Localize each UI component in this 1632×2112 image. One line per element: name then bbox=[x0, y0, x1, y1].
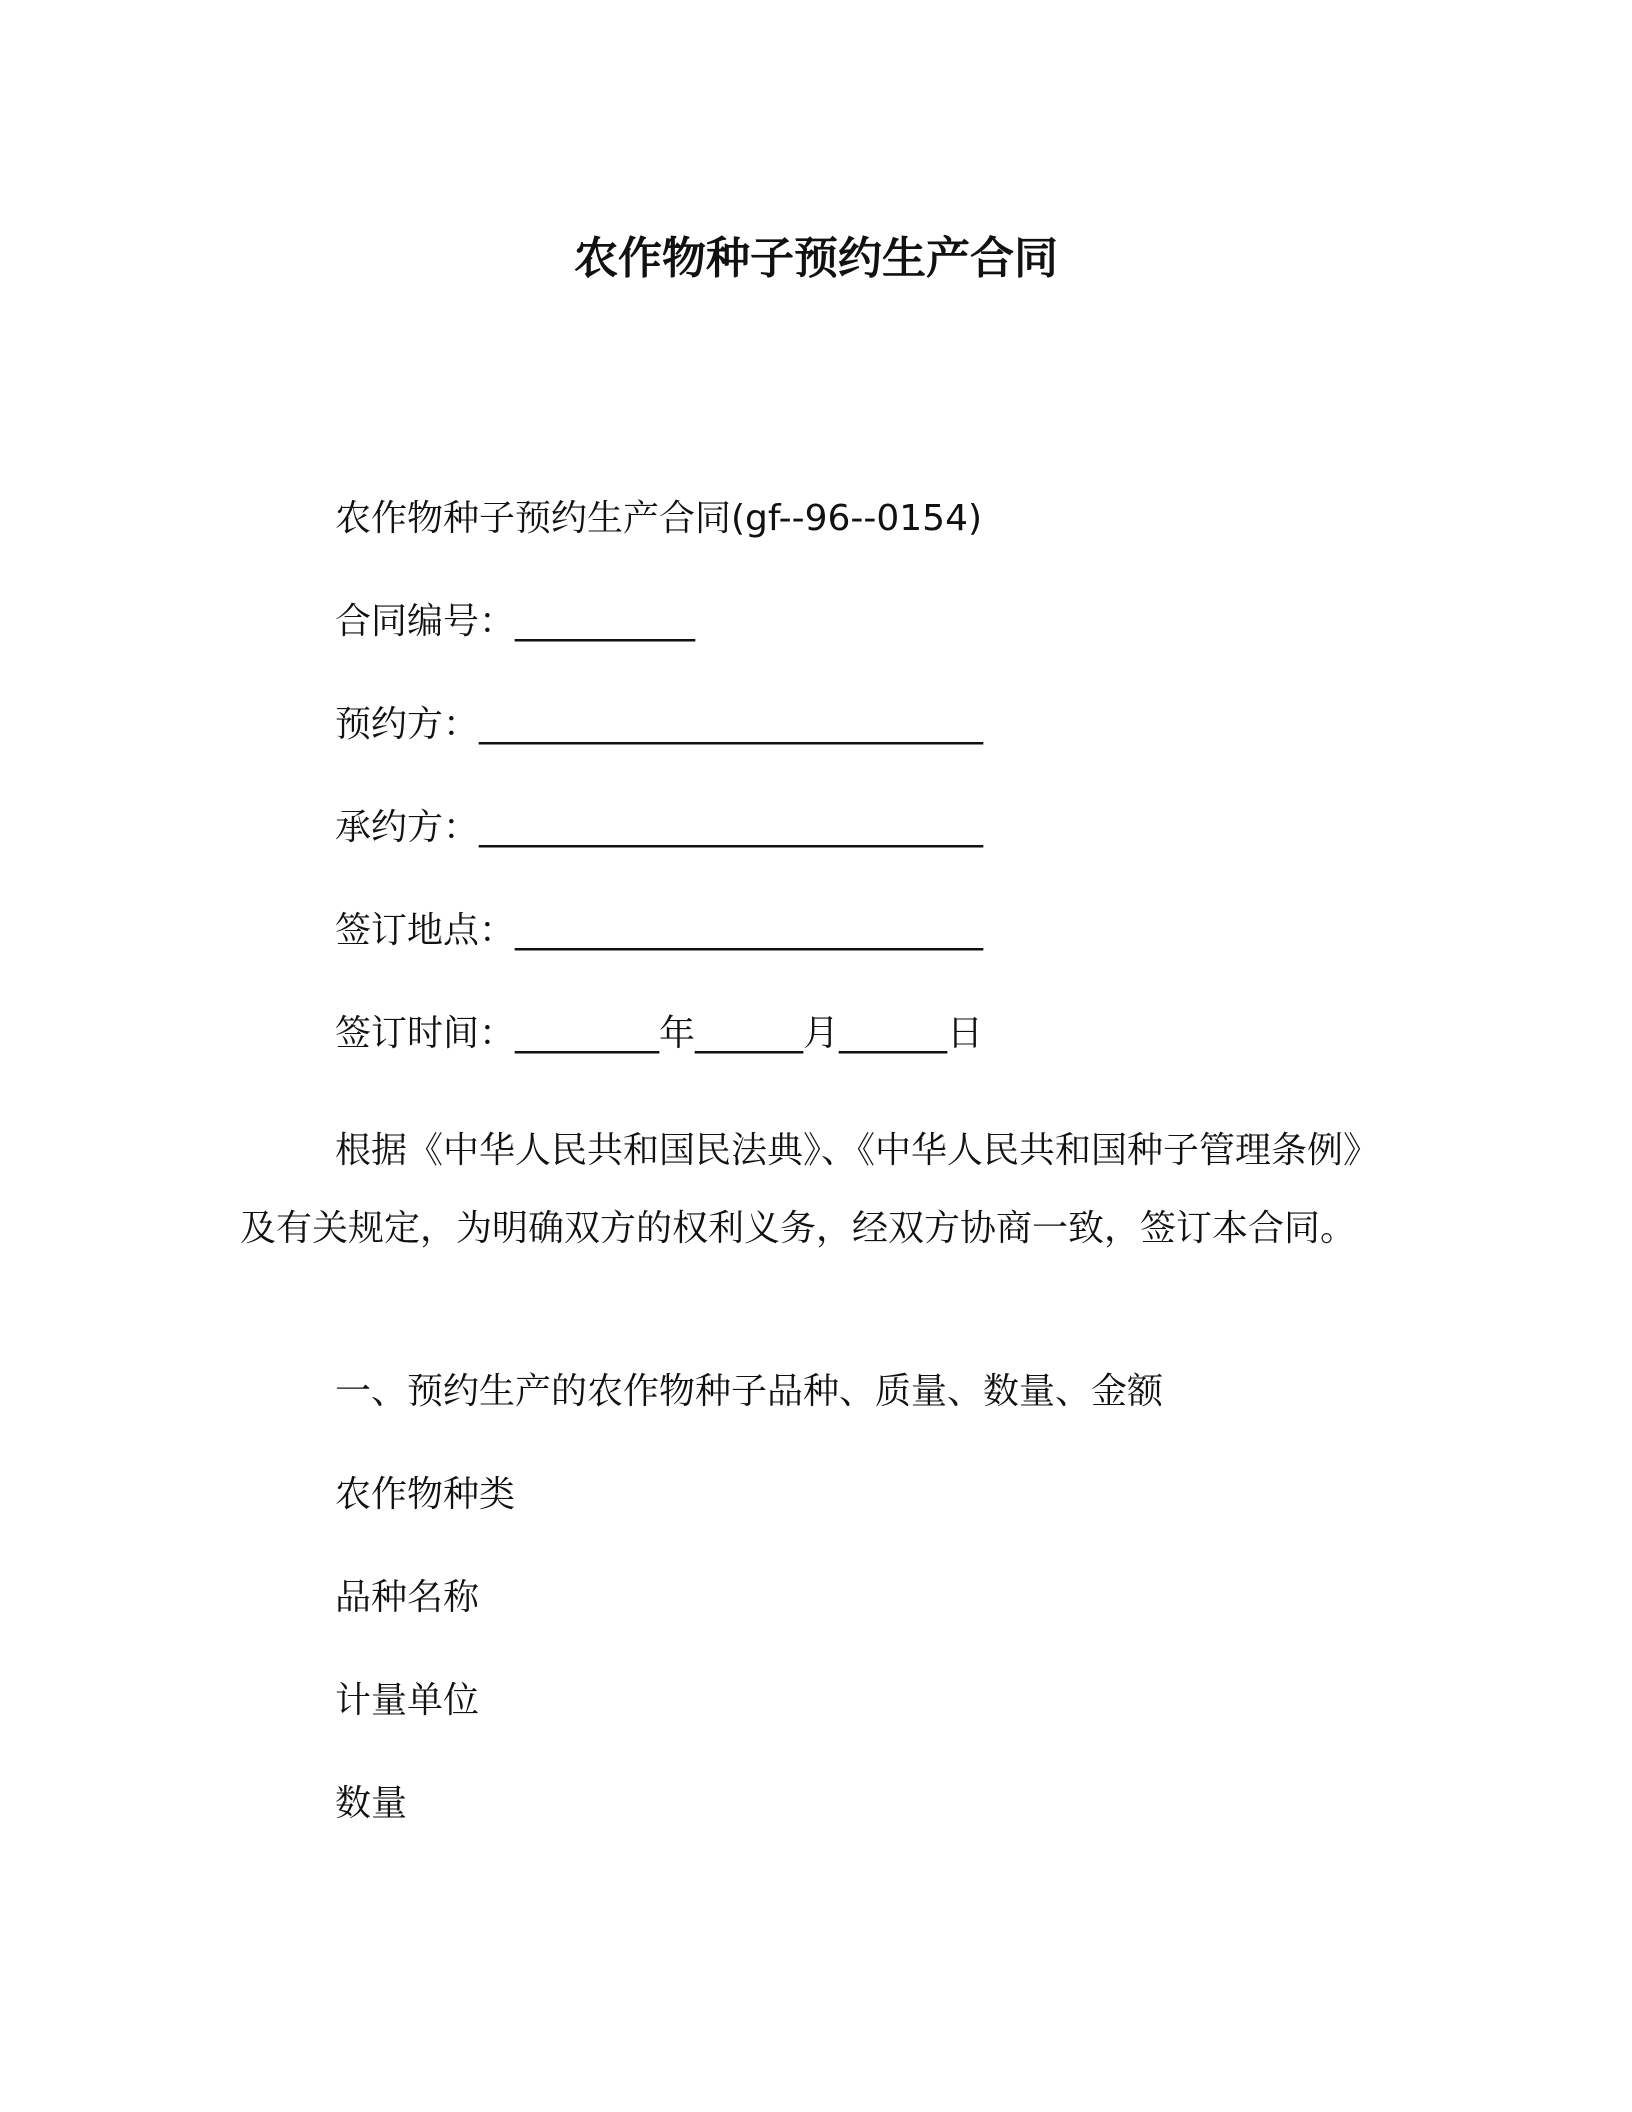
preamble-paragraph: 根据《中华人民共和国民法典》、《中华人民共和国种子管理条例》及有关规定，为明确双方的权利义务，经双方协商一致，签订本合同。 bbox=[240, 1130, 1380, 1249]
item-unit: 计量单位 bbox=[335, 1680, 480, 1721]
signing-place-field: 签订地点：__________________________ bbox=[335, 910, 984, 951]
item-quantity: 数量 bbox=[335, 1783, 408, 1824]
item-crop-type: 农作物种类 bbox=[335, 1474, 516, 1515]
contract-number-field: 合同编号：__________ bbox=[335, 601, 696, 642]
document-title: 农作物种子预约生产合同 bbox=[574, 233, 1058, 284]
item-variety-name: 品种名称 bbox=[335, 1577, 480, 1618]
contracting-party-field: 承约方：____________________________ bbox=[335, 807, 984, 848]
signing-time-field: 签订时间：________年______月______日 bbox=[335, 1013, 984, 1054]
reserving-party-field: 预约方：____________________________ bbox=[335, 704, 984, 745]
section-1-heading: 一、预约生产的农作物种子品种、质量、数量、金额 bbox=[335, 1371, 1164, 1412]
contract-subtitle: 农作物种子预约生产合同(gf--96--0154) bbox=[335, 498, 983, 539]
